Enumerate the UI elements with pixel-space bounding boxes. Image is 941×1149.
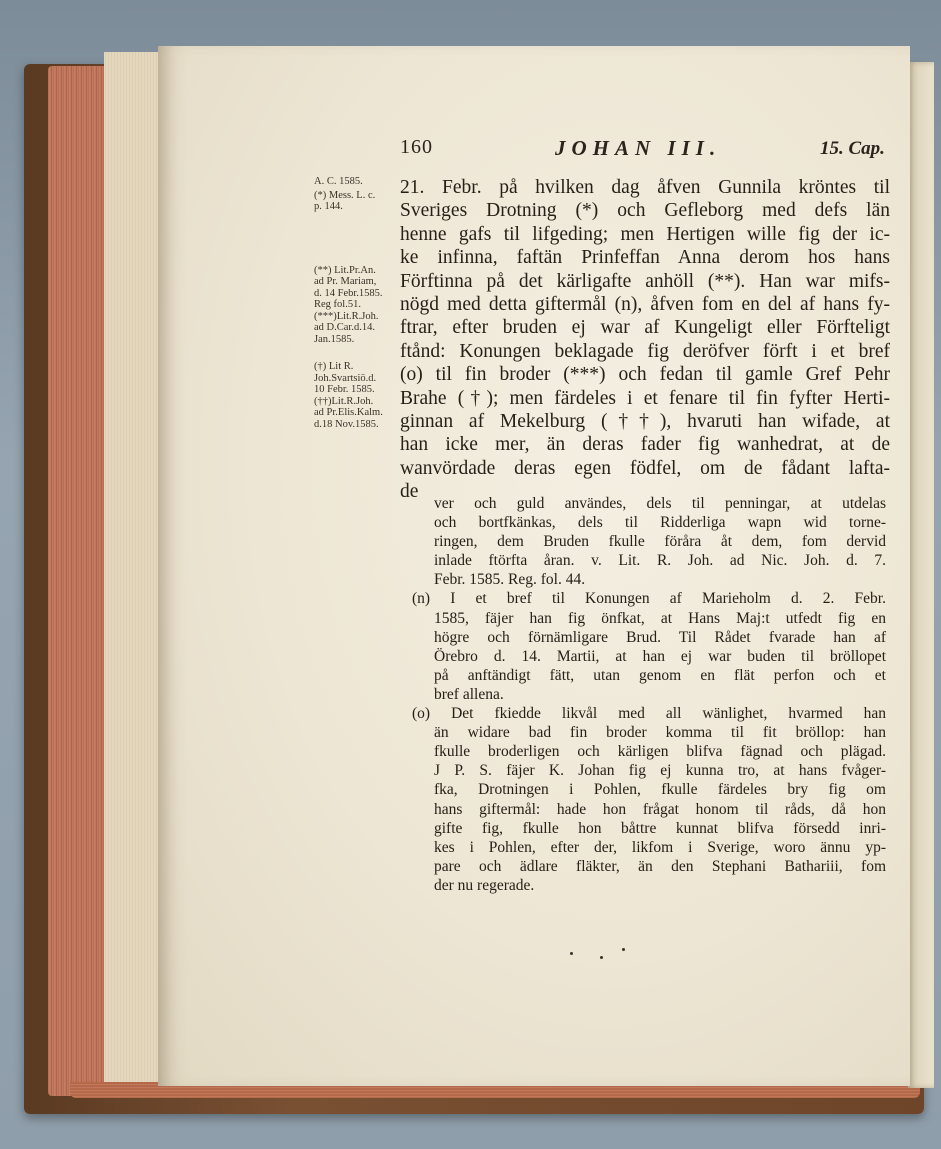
- footnote-line: J P. S. fäjer K. Johan fig ej kunna tro, at hans fvåger-: [434, 762, 886, 780]
- text-line: ftrar, efter bruden ej war af Kungeligt eller Förfteligt: [400, 317, 890, 339]
- running-title: JOHAN III.: [555, 136, 722, 160]
- footnote-line: på anftändigt fätt, utan genom en flät perfon och et: [434, 666, 886, 684]
- margin-notes: [314, 176, 406, 433]
- text-line: ftånd: Konungen beklagade fig deröfver förft i et bref: [400, 340, 890, 362]
- page-header: [0, 136, 941, 166]
- margin-note-1: (*) Mess. L. c. p. 144.: [314, 189, 376, 212]
- page-specks: [570, 948, 630, 962]
- text-line: Sveriges Drotning (*) och Gefleborg med defs län: [400, 200, 890, 222]
- footnotes: [412, 494, 886, 895]
- catchword: de: [400, 481, 419, 503]
- speck: [570, 952, 573, 955]
- footnote-line: Örebro d. 14. Martii, at han ej war buden til bröllopet: [434, 647, 886, 665]
- footnote-line: der nu regerade.: [434, 876, 535, 894]
- footnote-line: fkulle broderligen och kärligen blifva fägnad och plägad.: [434, 743, 886, 761]
- speck: [600, 956, 603, 959]
- main-text: [400, 176, 890, 503]
- footnote-line: gifte fig, fkulle hon båttre kunnat blifva försedd inri-: [434, 819, 886, 837]
- text-line: Förftinna på det kärligafte anhöll (**). Han war mifs-: [400, 270, 890, 292]
- footnote-line: (n) I et bref til Konungen af Marieholm d. 2. Febr.: [412, 590, 886, 608]
- page-edges-cream: [104, 52, 162, 1087]
- chapter-label: 15. Cap.: [820, 138, 885, 159]
- footnote-line: hans giftermål: hade hon frågat honom til råds, då hon: [434, 800, 886, 818]
- text-line: ke infinna, faftän Prinfeffan Anna derom hos hans: [400, 247, 890, 269]
- text-line: Brahe (†); men färdeles i et fenare til fin fyfter Herti-: [400, 387, 890, 409]
- footnote-line: och bortfkänkas, dels til Ridderliga wapn wid torne-: [434, 514, 886, 532]
- text-line: (o) til fin broder (***) och fedan til gamle Gref Pehr: [400, 364, 890, 386]
- footnote-line: ringen, dem Bruden fkulle föråra åt dem, fom dervid: [434, 533, 886, 551]
- footnote-line: 1585, fäjer han fig önfkat, at Hans Maj:t utfedt fig en: [434, 609, 886, 627]
- page-number: 160: [400, 136, 433, 158]
- margin-note-date: A. C. 1585.: [314, 176, 363, 187]
- footnote-line: pare och ädlare fläkter, än den Stephani Bathariii, fom: [434, 857, 886, 875]
- text-line: nögd med detta giftermål (n), åfven fom en del af hans fy-: [400, 293, 890, 315]
- footnote-line: inlade ftörfta åran. v. Lit. R. Joh. ad Nic. Joh. d. 7.: [434, 552, 886, 570]
- text-line: 21. Febr. på hvilken dag åfven Gunnila kröntes til: [400, 177, 890, 198]
- text-line: han icke mer, än deras fader fig wanhedrat, at de: [400, 434, 890, 456]
- footnote-line: ver och guld användes, dels til penningar, at utdelas: [434, 495, 886, 512]
- footnote-line: Febr. 1585. Reg. fol. 44.: [434, 571, 586, 589]
- text-line: ginnan af Mekelburg (††), hvaruti han wifade, at: [400, 410, 890, 432]
- text-line: henne gafs til lifgeding; men Hertigen wille fig der ic-: [400, 223, 890, 245]
- footnote-line: bref allena.: [434, 685, 504, 703]
- footnote-line: än widare bad fin broder komma til fit bröllop: han: [434, 724, 886, 742]
- speck: [622, 948, 625, 951]
- margin-note-3: (†) Lit R. Joh.Svartsiö.d. 10 Febr. 1585. (††)Lit.R.Joh. ad Pr.Elis.Kalm. d.18 Nov.1585.: [314, 361, 383, 430]
- text-line: wanvördade deras egen födfel, om de fådant lafta-: [400, 457, 890, 479]
- footnote-line: (o) Det fkiedde likvål med all wänlighet, hvarmed han: [412, 705, 886, 723]
- footnote-line: kes i Pohlen, efter der, likfom i Sverige, woro ännu yp-: [434, 838, 886, 856]
- margin-note-2: (**) Lit.Pr.An. ad Pr. Mariam, d. 14 Febr.1585. Reg fol.51. (***)Lit.R.Joh. ad D.Car.d.14. Jan.1585.: [314, 264, 383, 345]
- facing-page-edge: [908, 62, 934, 1088]
- footnote-line: högre och förnämligare Brud. Til Rådet fvarade han af: [434, 628, 886, 646]
- footnote-line: fka, Drotningen i Pohlen, fkulle färdeles bry fig om: [434, 781, 886, 799]
